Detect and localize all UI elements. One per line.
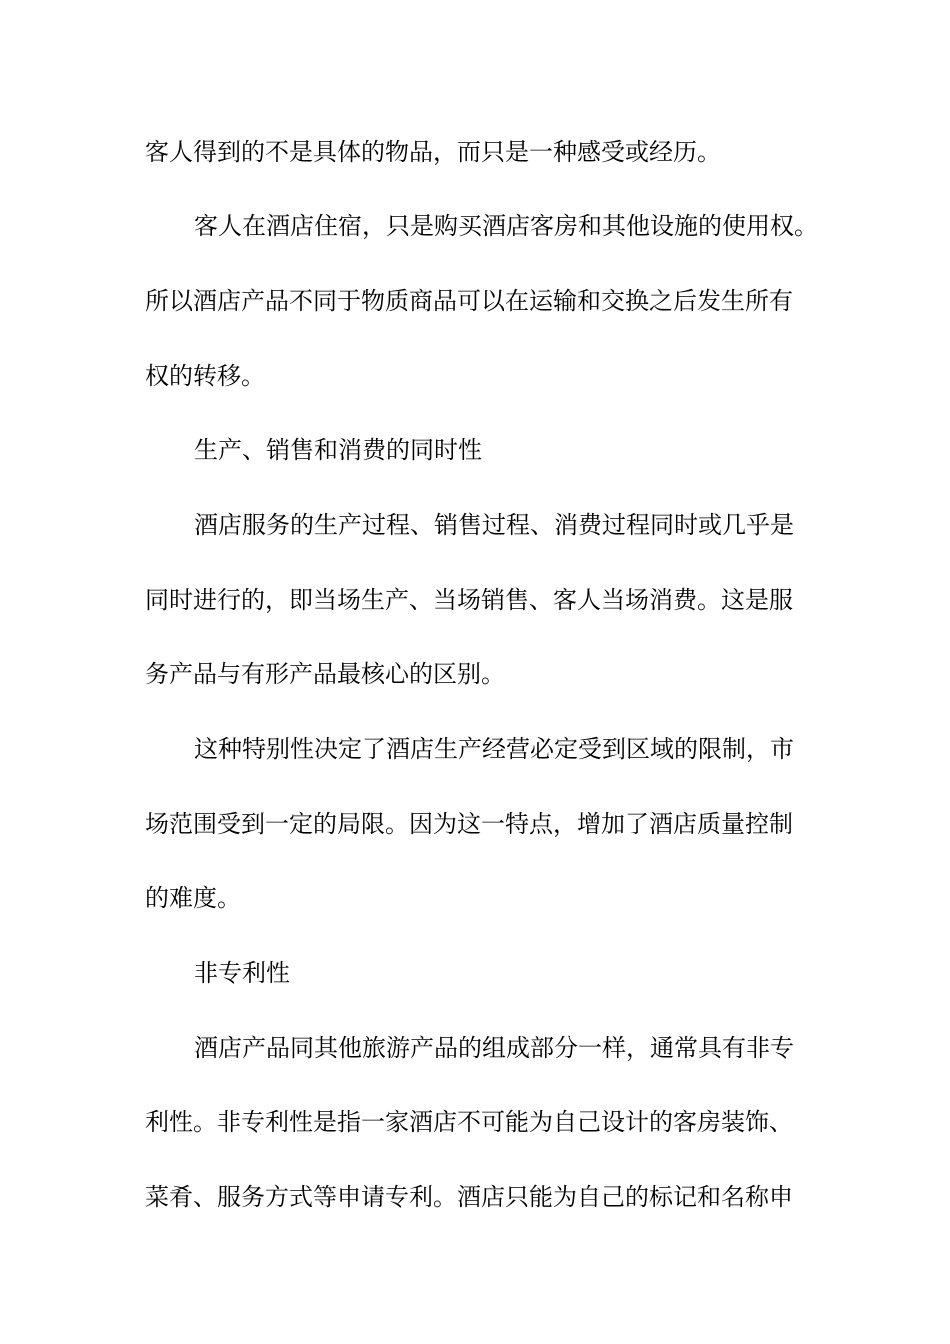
text-line: 这种特别性决定了酒店生产经营必定受到区域的限制，市 <box>194 735 794 763</box>
text-line: 酒店产品同其他旅游产品的组成部分一样，通常具有非专 <box>194 1034 794 1062</box>
text-line: 的难度。 <box>145 884 241 912</box>
text-line: 场范围受到一定的局限。因为这一特点，增加了酒店质量控制 <box>145 810 793 838</box>
text-line: 菜肴、服务方式等申请专利。酒店只能为自己的标记和名称申 <box>145 1183 793 1211</box>
section-heading: 非专利性 <box>194 959 290 987</box>
text-line: 所以酒店产品不同于物质商品可以在运输和交换之后发生所有 <box>145 287 793 315</box>
text-line: 客人在酒店住宿，只是购买酒店客房和其他设施的使用权。 <box>194 212 818 240</box>
text-line: 客人得到的不是具体的物品，而只是一种感受或经历。 <box>145 138 721 166</box>
section-heading: 生产、销售和消费的同时性 <box>194 436 482 464</box>
text-line: 酒店服务的生产过程、销售过程、消费过程同时或几乎是 <box>194 511 794 539</box>
text-line: 务产品与有形产品最核心的区别。 <box>145 660 505 688</box>
text-line: 权的转移。 <box>145 362 265 390</box>
text-line: 同时进行的，即当场生产、当场销售、客人当场消费。这是服 <box>145 586 793 614</box>
text-line: 利性。非专利性是指一家酒店不可能为自己设计的客房装饰、 <box>145 1108 793 1136</box>
